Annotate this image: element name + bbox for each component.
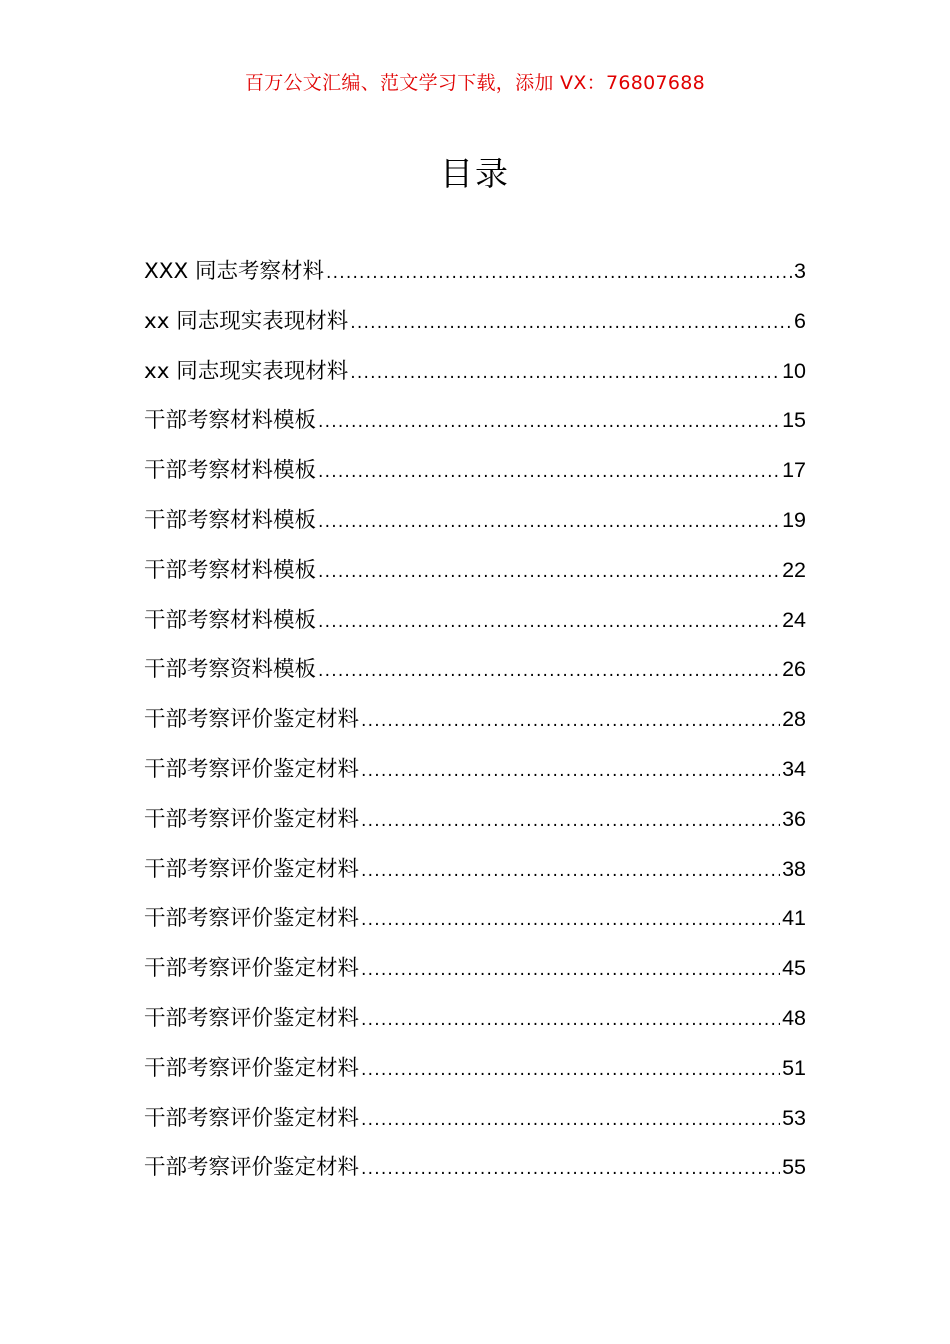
toc-entry[interactable]: [144, 751, 806, 801]
toc-entry[interactable]: [144, 801, 806, 851]
toc-entry-title: 干部考察评价鉴定材料: [144, 806, 360, 832]
toc-entry-page: 3: [794, 259, 806, 283]
toc-entry-title: xx 同志现实表现材料: [144, 308, 349, 334]
toc-leader-dots: [361, 902, 780, 938]
toc-entry[interactable]: [144, 402, 806, 452]
toc-leader-dots: [361, 853, 780, 889]
toc-entry[interactable]: [144, 452, 806, 502]
page-title: 目录: [440, 154, 510, 193]
toc-entry[interactable]: [144, 552, 806, 602]
toc-entry-page: 53: [782, 1105, 806, 1130]
toc-entry-page: 6: [794, 308, 806, 333]
toc-entry-page: 38: [782, 856, 806, 881]
header-note: 百万公文汇编、范文学习下载，添加 VX：76807688: [244, 72, 706, 94]
toc-entry[interactable]: [144, 1100, 806, 1150]
toc-leader-dots: [318, 604, 780, 640]
toc-entry-page: 17: [782, 458, 806, 483]
toc-entry-page: 28: [782, 707, 806, 732]
toc-entry-title: 干部考察评价鉴定材料: [144, 856, 360, 882]
toc-entry-title: 干部考察资料模板: [144, 657, 317, 683]
toc-entry-title: 干部考察评价鉴定材料: [144, 906, 360, 932]
toc-entry-page: 19: [782, 507, 806, 532]
toc-entry-title: 干部考察材料模板: [144, 458, 317, 484]
toc-leader-dots: [361, 803, 780, 839]
toc-entry-page: 48: [782, 1005, 806, 1030]
toc-entry-title: xx 同志现实表现材料: [144, 358, 349, 384]
toc-entry-title: 干部考察评价鉴定材料: [144, 756, 360, 782]
toc-leader-dots: [361, 1151, 780, 1187]
toc-entry-page: 15: [782, 408, 806, 433]
toc-leader-dots: [350, 305, 792, 341]
toc-leader-dots: [318, 404, 780, 440]
toc-entry[interactable]: [144, 1149, 806, 1199]
toc-leader-dots: [361, 703, 780, 739]
toc-entry[interactable]: [144, 602, 806, 652]
table-of-contents: [144, 253, 806, 1199]
toc-entry[interactable]: [144, 1000, 806, 1050]
toc-entry[interactable]: [144, 701, 806, 751]
toc-entry-page: 36: [782, 806, 806, 831]
toc-entry[interactable]: [144, 253, 806, 303]
toc-leader-dots: [318, 554, 780, 590]
toc-entry-title: 干部考察材料模板: [144, 507, 317, 533]
toc-entry-title: 干部考察评价鉴定材料: [144, 1055, 360, 1081]
toc-leader-dots: [350, 355, 780, 391]
toc-entry-title: XXX 同志考察材料: [144, 259, 325, 284]
toc-entry-page: 45: [782, 956, 806, 981]
toc-entry-title: 干部考察材料模板: [144, 557, 317, 583]
toc-entry-page: 10: [782, 358, 806, 383]
toc-leader-dots: [318, 504, 780, 540]
toc-entry[interactable]: [144, 502, 806, 552]
toc-entry-title: 干部考察评价鉴定材料: [144, 1155, 360, 1181]
toc-entry[interactable]: [144, 851, 806, 901]
toc-leader-dots: [361, 952, 780, 988]
toc-entry[interactable]: [144, 303, 806, 353]
toc-entry[interactable]: [144, 950, 806, 1000]
toc-leader-dots: [361, 1102, 780, 1138]
toc-leader-dots: [361, 1002, 780, 1038]
toc-leader-dots: [318, 454, 780, 490]
toc-leader-dots: [326, 255, 792, 291]
toc-entry[interactable]: [144, 353, 806, 403]
toc-entry-title: 干部考察材料模板: [144, 607, 317, 633]
toc-entry-page: 24: [782, 607, 806, 632]
toc-entry-title: 干部考察评价鉴定材料: [144, 956, 360, 982]
toc-entry-page: 34: [782, 756, 806, 781]
toc-entry-title: 干部考察材料模板: [144, 408, 317, 434]
toc-entry-page: 26: [782, 657, 806, 682]
toc-entry-title: 干部考察评价鉴定材料: [144, 707, 360, 733]
toc-entry[interactable]: [144, 900, 806, 950]
toc-entry-title: 干部考察评价鉴定材料: [144, 1105, 360, 1131]
toc-entry-page: 41: [782, 906, 806, 931]
toc-entry-page: 22: [782, 557, 806, 582]
toc-entry[interactable]: [144, 1050, 806, 1100]
toc-leader-dots: [361, 753, 780, 789]
toc-leader-dots: [361, 1052, 780, 1088]
toc-leader-dots: [318, 653, 780, 689]
toc-entry-page: 55: [782, 1155, 806, 1180]
toc-entry-title: 干部考察评价鉴定材料: [144, 1005, 360, 1031]
toc-entry[interactable]: [144, 651, 806, 701]
toc-entry-page: 51: [782, 1055, 806, 1080]
